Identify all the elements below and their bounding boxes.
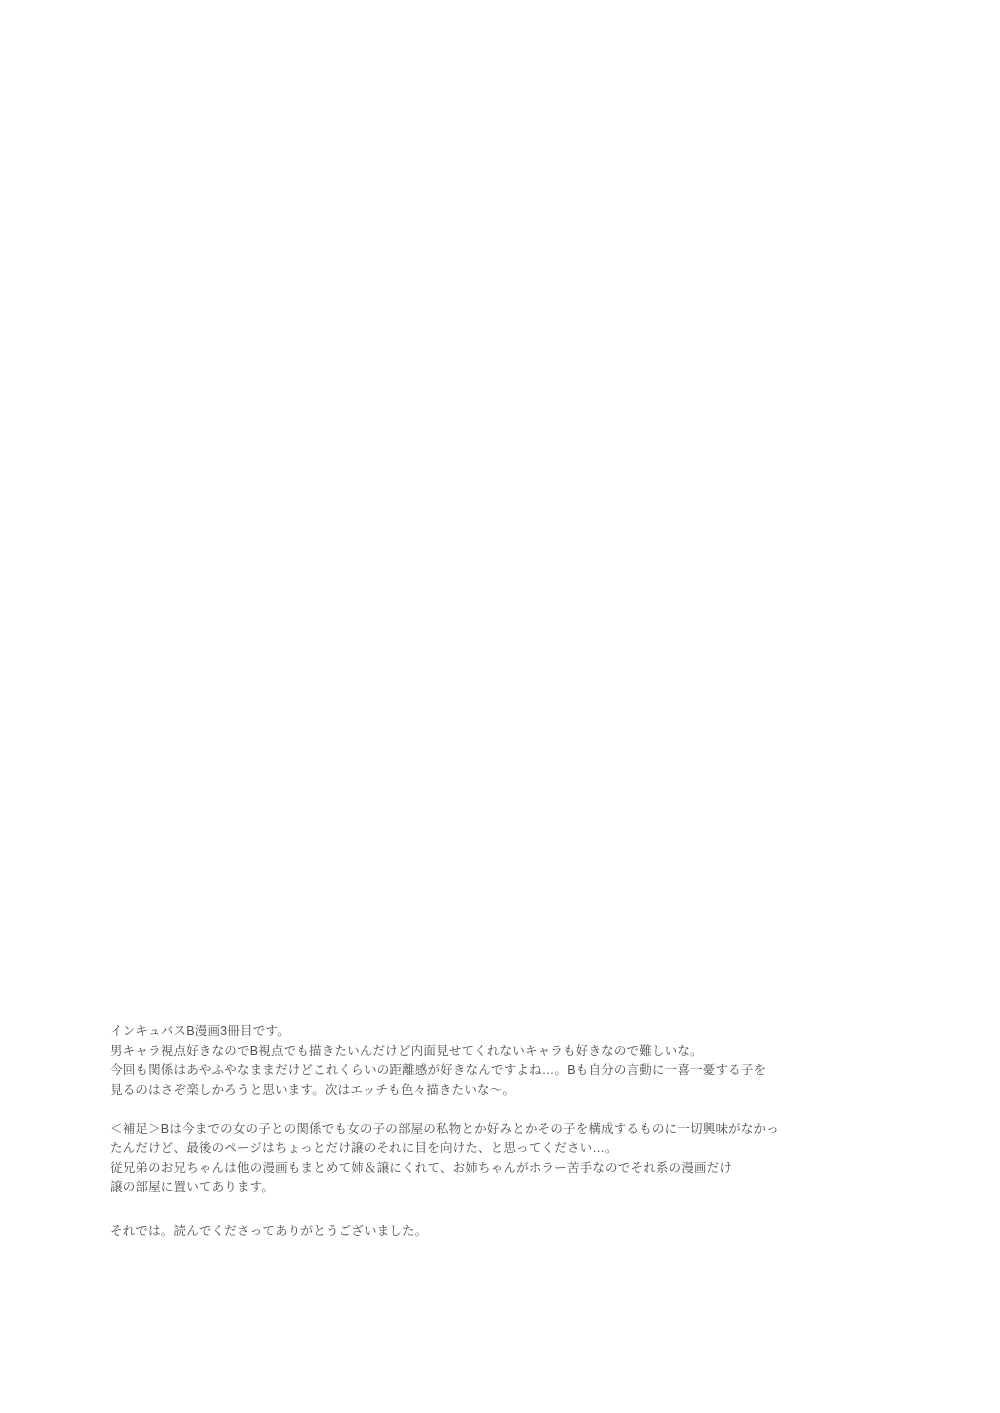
afterword-line: 見るのはさぞ楽しかろうと思います。次はエッチも色々描きたいな～。 [110,1082,516,1097]
afterword-line: 男キャラ視点好きなのでB視点でも描きたいんだけど内面見せてくれないキャラも好きなので難しいな。 [110,1043,703,1058]
afterword-paragraph-intro [110,1022,790,1100]
afterword-line: 従兄弟のお兄ちゃんは他の漫画もまとめて姉＆譲にくれて、お姉ちゃんがホラー苦手なのでそれ系の漫画だけ [110,1160,733,1175]
afterword-paragraph-note [110,1120,790,1198]
afterword-paragraph-closing [110,1222,790,1242]
afterword-line: 今回も関係はあやふやなままだけどこれくらいの距離感が好きなんですよね…。Bも自分の言動に一喜一憂する子を [110,1063,767,1077]
afterword-line: ＜補足＞Bは今までの女の子との関係でも女の子の部屋の私物とか好みとかその子を構成するものに一切興味がなかっ [110,1121,779,1136]
afterword-line: それでは。読んでくださってありがとうございました。 [110,1223,428,1238]
afterword-line: たんだけど、最後のページはちょっとだけ譲のそれに目を向けた、と思ってください…。 [110,1141,618,1155]
afterword-line: インキュバスB漫画3冊目です。 [110,1024,290,1038]
afterword-line: 譲の部屋に置いてあります。 [110,1180,275,1194]
afterword-text-block [110,1022,790,1241]
